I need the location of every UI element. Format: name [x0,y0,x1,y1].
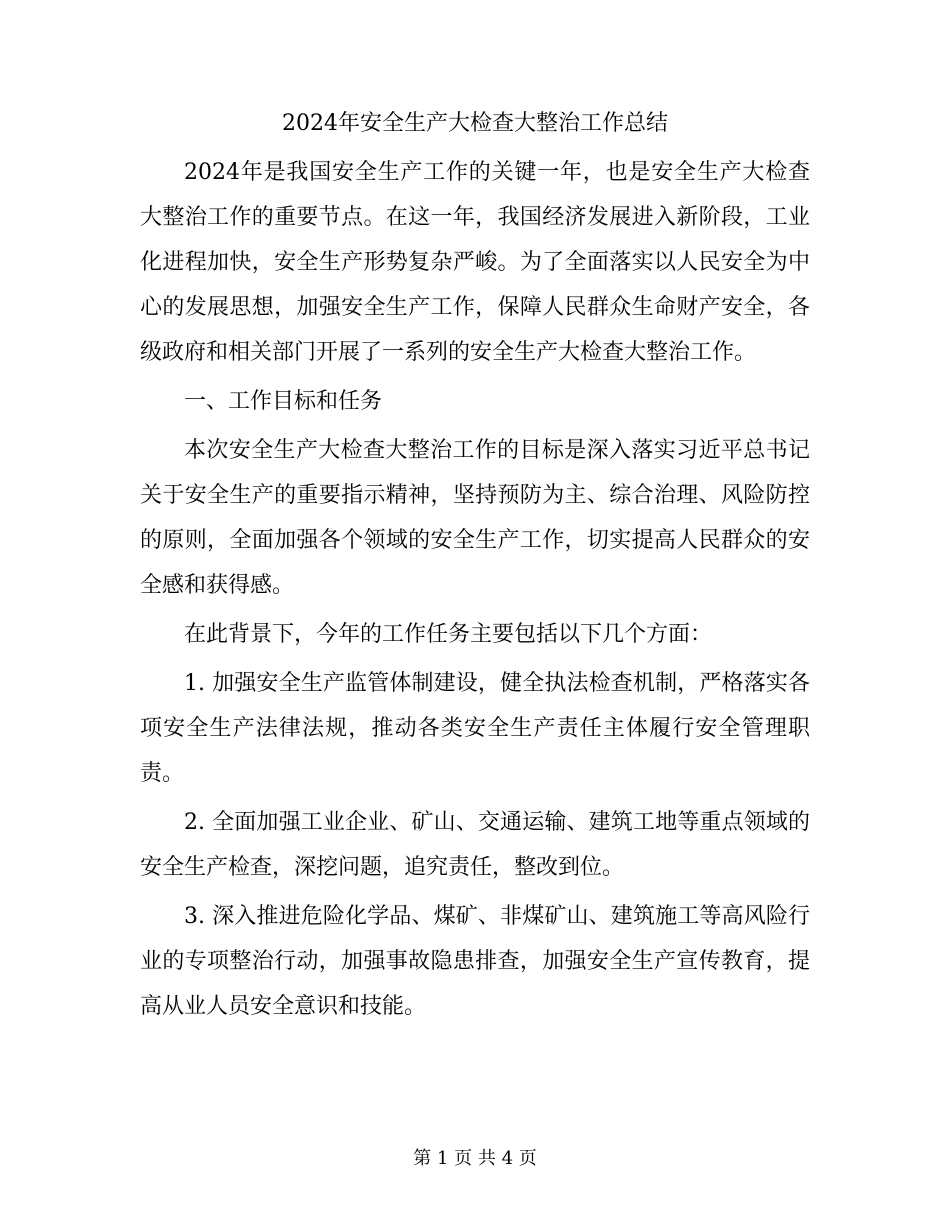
list-item-task-1: 1. 加强安全生产监管体制建设，健全执法检查机制，严格落实各项安全生产法律法规，推动各类安全生产责任主体履行安全管理职责。 [140,671,810,786]
page-number-footer: 第 1 页 共 4 页 [413,1148,537,1169]
section-heading-goals: 一、工作目标和任务 [184,389,383,414]
document-title: 2024年安全生产大检查大整治工作总结 [282,111,668,136]
paragraph-intro: 2024年是我国安全生产工作的关键一年，也是安全生产大检查大整治工作的重要节点。在这一年，我国经济发展进入新阶段，工业化进程加快，安全生产形势复杂严峻。为了全面落实以人民安全为中心的发展思想，加强安全生产工作，保障人民群众生命财产安全，各级政府和相关部门开展了一系列的安全生产大检查大整治工作。 [140,160,810,365]
paragraph-tasks-intro: 在此背景下，今年的工作任务主要包括以下几个方面： [184,622,713,647]
list-item-task-2: 2. 全面加强工业企业、矿山、交通运输、建筑工地等重点领域的安全生产检查，深挖问题，追究责任，整改到位。 [140,810,810,880]
list-item-task-3: 3. 深入推进危险化学品、煤矿、非煤矿山、建筑施工等高风险行业的专项整治行动，加强事故隐患排查，加强安全生产宣传教育，提高从业人员安全意识和技能。 [140,904,810,1019]
paragraph-goals: 本次安全生产大检查大整治工作的目标是深入落实习近平总书记关于安全生产的重要指示精神，坚持预防为主、综合治理、风险防控的原则，全面加强各个领域的安全生产工作，切实提高人民群众的安全感和获得感。 [140,438,810,598]
document-body [140,150,810,1029]
